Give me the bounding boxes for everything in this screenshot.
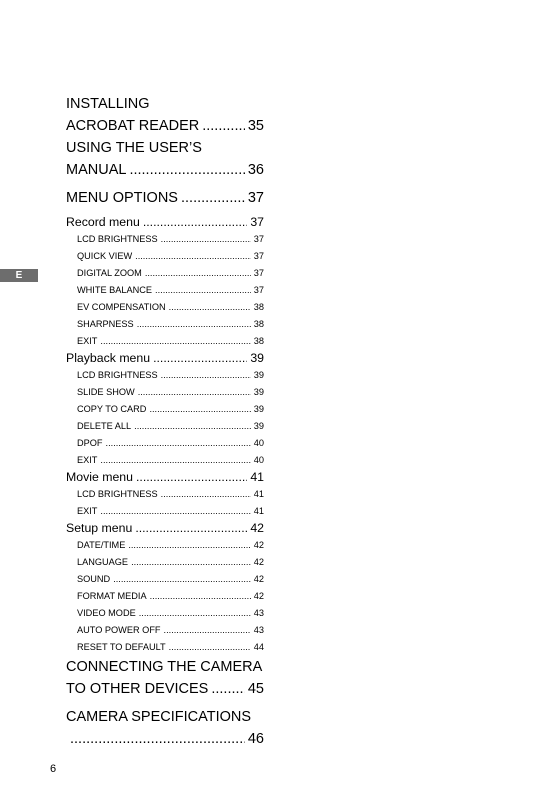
- toc-subitem-label: DATE/TIME: [77, 540, 126, 550]
- toc-entry-title: MANUAL: [66, 162, 127, 178]
- toc-subitem-label: EV COMPENSATION: [77, 302, 166, 312]
- dot-leader: [145, 265, 251, 282]
- dot-leader: [164, 622, 251, 639]
- dot-leader: [70, 728, 245, 750]
- dot-leader: [138, 384, 251, 401]
- dot-leader: [181, 187, 245, 209]
- toc-section-playback-menu[interactable]: [66, 350, 264, 367]
- dot-leader: [135, 248, 251, 265]
- toc-subitem[interactable]: [66, 486, 264, 503]
- toc-section-title: Record menu: [66, 215, 140, 229]
- toc-page-number: 39: [253, 387, 264, 397]
- toc-subitem-label: EXIT: [77, 506, 98, 516]
- toc-section-record-menu[interactable]: [66, 214, 264, 231]
- dot-leader: [211, 678, 245, 700]
- toc-subitem[interactable]: [66, 639, 264, 656]
- toc-subitem-label: SOUND: [77, 574, 111, 584]
- toc-entry-installing[interactable]: [66, 115, 264, 137]
- toc-page-number: 37: [253, 268, 264, 278]
- toc-subitem-label: DPOF: [77, 438, 103, 448]
- toc-subitem-label: LCD BRIGHTNESS: [77, 370, 158, 380]
- dot-leader: [161, 231, 251, 248]
- dot-leader: [100, 452, 250, 469]
- dot-leader: [143, 214, 247, 231]
- toc-page-number: 43: [253, 608, 264, 618]
- dot-leader: [161, 486, 251, 503]
- toc-section-title: Setup menu: [66, 521, 133, 535]
- toc-subitem-label: DIGITAL ZOOM: [77, 268, 142, 278]
- toc-subitem-label: RESET TO DEFAULT: [77, 642, 166, 652]
- toc-section-title: Movie menu: [66, 470, 133, 484]
- toc-subitem[interactable]: [66, 248, 264, 265]
- page-number: 6: [50, 763, 57, 775]
- toc-section-movie-menu[interactable]: [66, 469, 264, 486]
- toc-subitem-label: SLIDE SHOW: [77, 387, 135, 397]
- dot-leader: [134, 418, 251, 435]
- toc-subitem-label: COPY TO CARD: [77, 404, 147, 414]
- toc-subitem-label: LCD BRIGHTNESS: [77, 234, 158, 244]
- toc-entry-connecting-line1: CONNECTING THE CAMERA: [66, 659, 263, 675]
- toc-page-number: 38: [253, 319, 264, 329]
- toc-entry-title: ACROBAT READER: [66, 118, 200, 134]
- toc-subitem[interactable]: [66, 367, 264, 384]
- toc-subitem[interactable]: [66, 265, 264, 282]
- toc-page-number: 37: [247, 190, 264, 206]
- toc-page-number: 38: [253, 336, 264, 346]
- toc-page-number: 44: [253, 642, 264, 652]
- language-tab: E: [0, 269, 38, 282]
- toc-entry-installing-line1: INSTALLING: [66, 96, 150, 112]
- dot-leader: [153, 350, 247, 367]
- toc-page-number: 36: [247, 162, 264, 178]
- toc-subitem[interactable]: [66, 299, 264, 316]
- toc-subitem-label: WHITE BALANCE: [77, 285, 153, 295]
- toc-entry-specifications[interactable]: [66, 728, 264, 750]
- toc-section-setup-menu[interactable]: [66, 520, 264, 537]
- toc-subitem[interactable]: [66, 282, 264, 299]
- dot-leader: [169, 639, 251, 656]
- toc-subitem[interactable]: [66, 588, 264, 605]
- toc-entry-using-manual[interactable]: [66, 159, 264, 181]
- dot-leader: [161, 367, 251, 384]
- toc-subitem[interactable]: [66, 401, 264, 418]
- toc-subitem[interactable]: [66, 571, 264, 588]
- toc-subitem-label: SHARPNESS: [77, 319, 134, 329]
- toc-page-number: 39: [253, 421, 264, 431]
- toc-page-number: 40: [253, 438, 264, 448]
- toc-subitem[interactable]: [66, 231, 264, 248]
- toc-page-number: 42: [253, 591, 264, 601]
- toc-page-number: 41: [253, 489, 264, 499]
- toc-page-number: 42: [253, 574, 264, 584]
- toc-page-number: 43: [253, 625, 264, 635]
- toc-page-number: 45: [247, 681, 264, 697]
- toc-subitem[interactable]: [66, 452, 264, 469]
- dot-leader: [136, 469, 247, 486]
- toc-subitem[interactable]: [66, 622, 264, 639]
- dot-leader: [129, 159, 244, 181]
- dot-leader: [100, 503, 250, 520]
- toc-subitem[interactable]: [66, 435, 264, 452]
- toc-subitem[interactable]: [66, 537, 264, 554]
- toc-entry-title: TO OTHER DEVICES: [66, 681, 209, 697]
- toc-subitem[interactable]: [66, 503, 264, 520]
- dot-leader: [155, 282, 251, 299]
- toc-subitem[interactable]: [66, 605, 264, 622]
- dot-leader: [106, 435, 251, 452]
- toc-entry-connecting[interactable]: [66, 678, 264, 700]
- toc-subitem[interactable]: [66, 384, 264, 401]
- toc-subitem-label: LANGUAGE: [77, 557, 129, 567]
- dot-leader: [100, 333, 250, 350]
- toc-subitem-label: AUTO POWER OFF: [77, 625, 161, 635]
- dot-leader: [128, 537, 250, 554]
- toc-subitem-label: FORMAT MEDIA: [77, 591, 147, 601]
- toc-page-number: 42: [253, 557, 264, 567]
- toc-subitem-label: EXIT: [77, 455, 98, 465]
- toc-page-number: 42: [253, 540, 264, 550]
- dot-leader: [169, 299, 251, 316]
- dot-leader: [131, 554, 251, 571]
- dot-leader: [139, 605, 251, 622]
- dot-leader: [113, 571, 251, 588]
- toc-entry-using-manual-line1: USING THE USER’S: [66, 140, 202, 156]
- toc-page-number: 37: [253, 285, 264, 295]
- toc-section-title: Playback menu: [66, 351, 151, 365]
- toc-subitem-label: QUICK VIEW: [77, 251, 133, 261]
- toc-entry-specifications-title: CAMERA SPECIFICATIONS: [66, 709, 252, 725]
- toc-subitem-label: EXIT: [77, 336, 98, 346]
- toc-page-number: 35: [247, 118, 264, 134]
- table-of-contents: [66, 93, 264, 750]
- toc-page-number: 46: [247, 731, 264, 747]
- toc-subitem-label: VIDEO MODE: [77, 608, 136, 618]
- toc-page-number: 39: [253, 404, 264, 414]
- toc-page-number: 37: [250, 215, 264, 229]
- toc-entry-menu-options[interactable]: [66, 187, 264, 209]
- dot-leader: [202, 115, 245, 137]
- toc-subitem[interactable]: [66, 418, 264, 435]
- toc-page-number: 41: [253, 506, 264, 516]
- toc-entry-title: MENU OPTIONS: [66, 190, 178, 206]
- toc-subitem[interactable]: [66, 316, 264, 333]
- toc-page-number: 39: [250, 351, 264, 365]
- toc-page-number: 37: [253, 234, 264, 244]
- toc-page-number: 40: [253, 455, 264, 465]
- toc-subitem[interactable]: [66, 554, 264, 571]
- toc-page-number: 37: [253, 251, 264, 261]
- toc-page-number: 38: [253, 302, 264, 312]
- toc-subitem[interactable]: [66, 333, 264, 350]
- dot-leader: [137, 316, 251, 333]
- dot-leader: [149, 401, 250, 418]
- dot-leader: [135, 520, 247, 537]
- toc-subitem-label: DELETE ALL: [77, 421, 132, 431]
- toc-page-number: 41: [250, 470, 264, 484]
- dot-leader: [150, 588, 251, 605]
- toc-page-number: 39: [253, 370, 264, 380]
- toc-subitem-label: LCD BRIGHTNESS: [77, 489, 158, 499]
- toc-page-number: 42: [250, 521, 264, 535]
